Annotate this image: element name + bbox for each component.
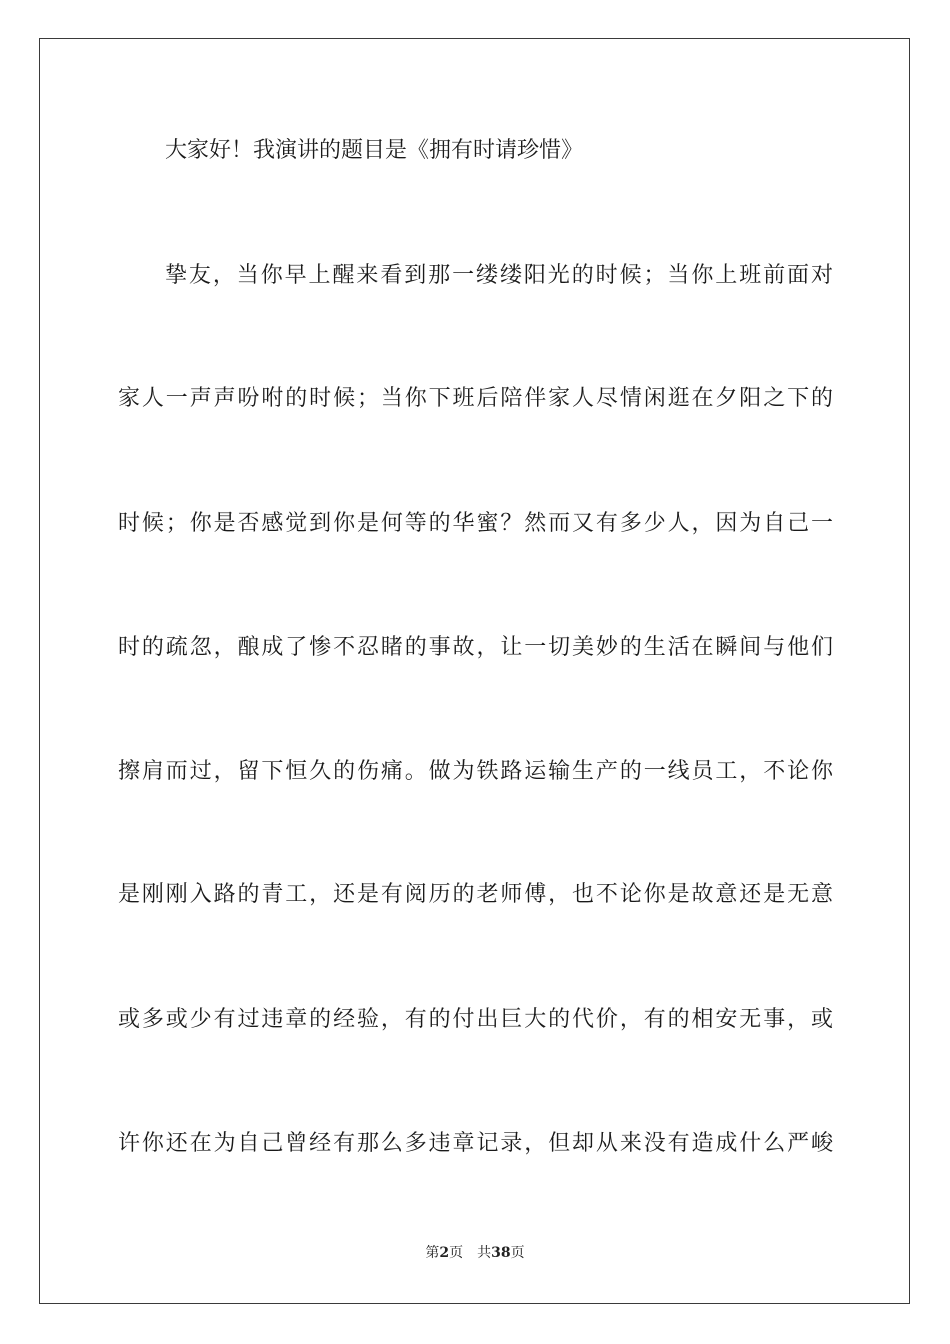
page-footer — [0, 1244, 950, 1262]
paragraph-line: 擦肩而过，留下恒久的伤痛。做为铁路运输生产的一线员工，不论你 — [118, 759, 833, 784]
paragraph-line: 许你还在为自己曾经有那么多违章记录，但却从来没有造成什么严峻 — [118, 1131, 833, 1156]
paragraph-line: 时候；你是否感觉到你是何等的华蜜？然而又有多少人，因为自己一 — [118, 511, 833, 536]
paragraph-line: 时的疏忽，酿成了惨不忍睹的事故，让一切美妙的生活在瞬间与他们 — [118, 635, 833, 660]
paragraph-line: 或多或少有过违章的经验，有的付出巨大的代价，有的相安无事，或 — [118, 1007, 833, 1032]
page-label-prefix: 第 — [425, 1245, 440, 1261]
greeting-line: 大家好！我演讲的题目是《拥有时请珍惜》 — [165, 138, 584, 163]
paragraph-line: 是刚刚入路的青工，还是有阅历的老师傅，也不论你是故意还是无意 — [118, 882, 833, 907]
paragraph-line: 挚友，当你早上醒来看到那一缕缕阳光的时候；当你上班前面对 — [165, 263, 833, 288]
page-label-suffix: 页 — [449, 1245, 464, 1261]
page-border — [39, 38, 910, 1304]
total-label-suffix: 页 — [510, 1245, 525, 1261]
current-page-number: 2 — [439, 1245, 450, 1261]
total-label-prefix: 共 — [477, 1245, 492, 1261]
total-page-count: 38 — [491, 1245, 511, 1261]
paragraph-line: 家人一声声吩咐的时候；当你下班后陪伴家人尽情闲逛在夕阳之下的 — [118, 386, 833, 411]
